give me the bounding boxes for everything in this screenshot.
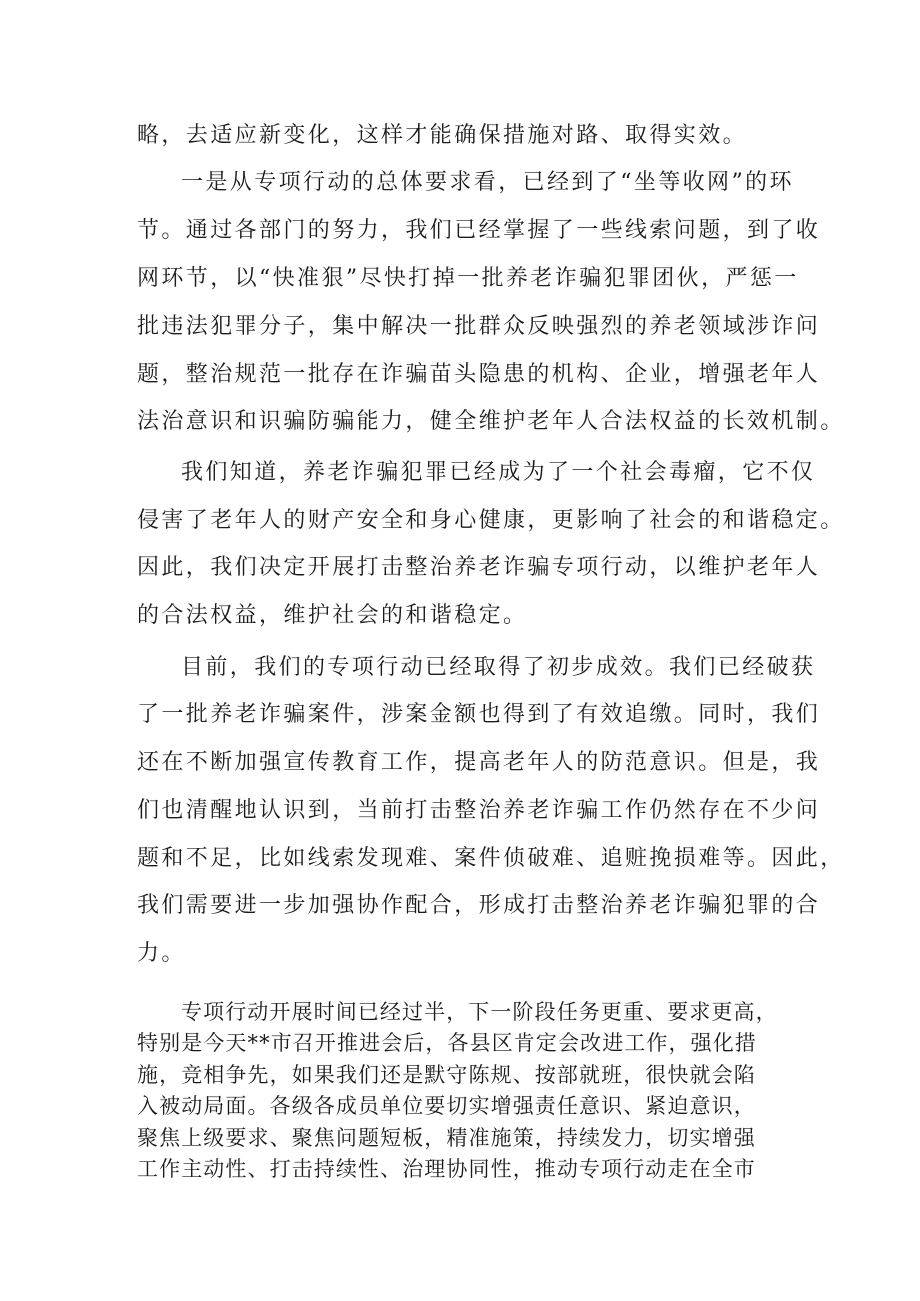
text-line: 施，竞相争先，如果我们还是默守陈规、按部就班，很快就会陷 bbox=[137, 1063, 756, 1087]
text-line: 我们知道，养老诈骗犯罪已经成为了一个社会毒瘤，它不仅 bbox=[181, 460, 816, 485]
text-line: 的合法权益，维护社会的和谐稳定。 bbox=[137, 603, 528, 628]
text-line: 特别是今天**市召开推进会后，各县区肯定会改进工作，强化措 bbox=[137, 1031, 757, 1055]
text-line: 专项行动开展时间已经过半，下一阶段任务更重、要求更高， bbox=[181, 1000, 778, 1024]
text-line: 侵害了老年人的财产安全和身心健康，更影响了社会的和谐稳定。 bbox=[137, 508, 845, 533]
text-line: 一是从专项行动的总体要求看，已经到了“坐等收网”的环 bbox=[181, 170, 794, 195]
text-line: 聚焦上级要求、聚焦问题短板，精准施策，持续发力，切实增强 bbox=[137, 1126, 756, 1150]
text-line: 节。通过各部门的努力，我们已经掌握了一些线索问题，到了收 bbox=[137, 218, 821, 243]
text-line: 题，整治规范一批存在诈骗苗头隐患的机构、企业，增强老年人 bbox=[137, 362, 821, 387]
text-line: 了一批养老诈骗案件，涉案金额也得到了有效追缴。同时，我们 bbox=[137, 702, 821, 727]
text-line: 力。 bbox=[137, 941, 186, 966]
text-line: 工作主动性、打击持续性、治理协同性，推动专项行动走在全市 bbox=[137, 1157, 756, 1181]
text-line: 因此，我们决定开展打击整治养老诈骗专项行动，以维护老年人 bbox=[137, 555, 821, 580]
text-line: 网环节，以“快准狠”尽快打掉一批养老诈骗犯罪团伙，严惩一 bbox=[137, 266, 799, 291]
text-line: 还在不断加强宣传教育工作，提高老年人的防范意识。但是，我 bbox=[137, 750, 821, 775]
text-line: 我们需要进一步加强协作配合，形成打击整治养老诈骗犯罪的合 bbox=[137, 893, 821, 918]
text-line: 入被动局面。各级各成员单位要切实增强责任意识、紧迫意识， bbox=[137, 1094, 756, 1118]
text-line: 题和不足，比如线索发现难、案件侦破难、追赃挽损难等。因此， bbox=[137, 846, 845, 871]
text-line: 略，去适应新变化，这样才能确保措施对路、取得实效。 bbox=[137, 123, 748, 148]
text-line: 们也清醒地认识到，当前打击整治养老诈骗工作仍然存在不少问 bbox=[137, 798, 821, 823]
text-line: 目前，我们的专项行动已经取得了初步成效。我们已经破获 bbox=[181, 655, 816, 680]
text-line: 法治意识和识骗防骗能力，健全维护老年人合法权益的长效机制。 bbox=[137, 409, 845, 434]
text-line: 批违法犯罪分子，集中解决一批群众反映强烈的养老领域涉诈问 bbox=[137, 314, 821, 339]
